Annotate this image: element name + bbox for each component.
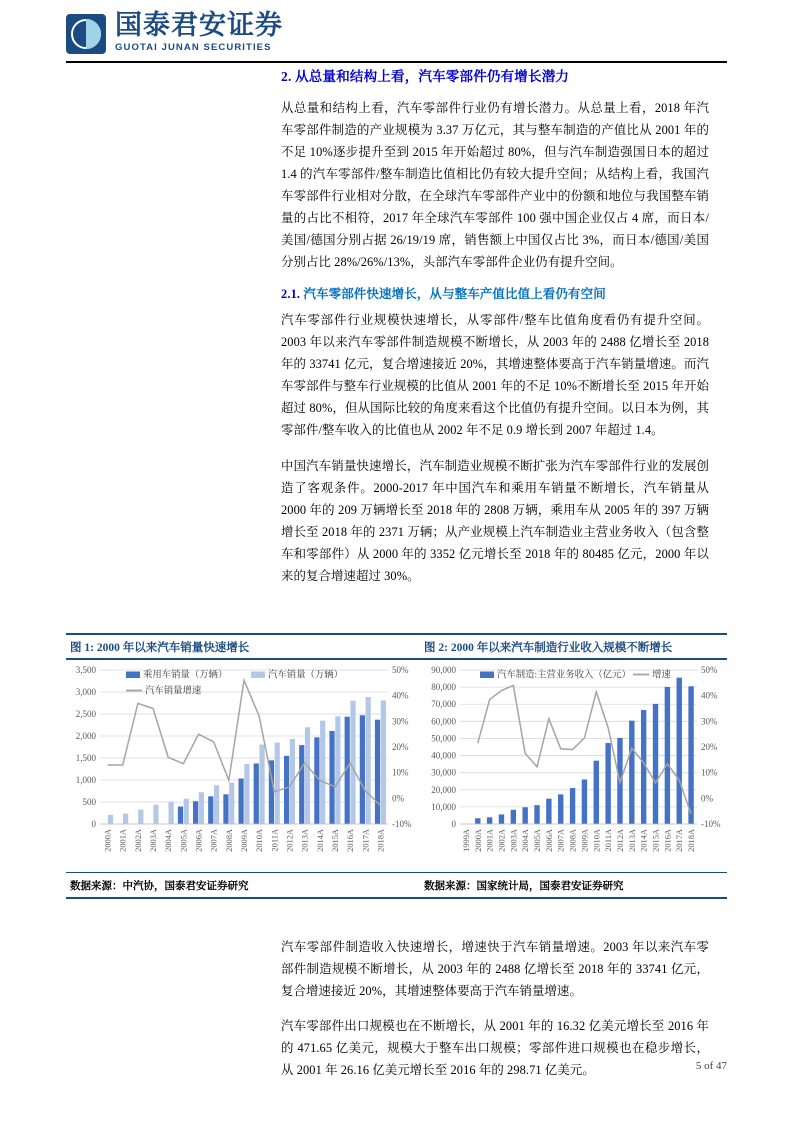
bar [153, 804, 158, 823]
x-axis-tick-label: 2013A [627, 828, 637, 852]
logo-text [115, 12, 283, 53]
bottom-paragraph-1: 汽车零部件制造收入快速增长，增速快于汽车销量增速。2003 年以来汽车零部件制造规模不断增长，从 2003 年的 2488 亿增长至 2018 年的 33741 亿元，复合增速接近 20%，其增速整体要高于汽车销量增速。 [281, 940, 709, 999]
bar [138, 809, 143, 823]
x-axis-tick-label: 2011A [270, 828, 280, 851]
y-axis-left-tick: 2,000 [75, 730, 96, 741]
y-axis-right-tick: 0% [701, 792, 713, 803]
y-axis-right-tick: 30% [701, 715, 718, 726]
x-axis-tick-label: 2012A [615, 828, 625, 852]
y-axis-left-tick: 40,000 [431, 750, 456, 761]
y-axis-right-tick: 40% [701, 690, 718, 701]
logo-chinese-name: 国泰君安证券 [115, 10, 283, 40]
x-axis-tick-label: 2016A [346, 828, 356, 852]
x-axis-tick-label: 2004A [521, 828, 531, 852]
figures-bottom-divider [66, 897, 727, 899]
bar [208, 796, 213, 824]
legend-swatch [480, 671, 494, 678]
bar [375, 719, 380, 823]
bar [284, 755, 289, 823]
page-header [0, 0, 793, 64]
x-axis-tick-label: 2002A [133, 828, 143, 852]
bar [522, 807, 527, 824]
x-axis-tick-label: 2009A [580, 828, 590, 852]
bar [108, 814, 113, 823]
bar [534, 805, 539, 824]
x-axis-tick-label: 1999A [461, 828, 471, 852]
bar [605, 743, 610, 824]
auto-sales-chart [66, 660, 418, 872]
legend-label: 汽车销量（万辆） [268, 670, 344, 680]
bar [499, 814, 504, 824]
bar [123, 813, 128, 823]
y-axis-right-tick: 50% [392, 664, 409, 675]
legend-label: 乘用车销量（万辆） [143, 670, 228, 680]
x-axis-tick-label: 2001A [485, 828, 495, 852]
x-axis-tick-label: 2006A [544, 828, 554, 852]
x-axis-tick-label: 2014A [315, 828, 325, 852]
y-axis-right-tick: 10% [392, 767, 409, 778]
y-axis-right-tick: 10% [701, 767, 718, 778]
bar [511, 809, 516, 823]
x-axis-tick-label: 2003A [509, 828, 519, 852]
bar [653, 703, 658, 823]
y-axis-left-tick: 10,000 [431, 801, 456, 812]
y-axis-left-tick: 60,000 [431, 715, 456, 726]
x-axis-tick-label: 2008A [568, 828, 578, 852]
bar [360, 715, 365, 824]
section-heading: 2. 从总量和结构上看，汽车零部件仍有增长潜力 [281, 69, 570, 84]
x-axis-tick-label: 2018A [376, 828, 386, 852]
y-axis-left-tick: 80,000 [431, 681, 456, 692]
subsection-heading [281, 286, 709, 303]
y-axis-left-tick: 20,000 [431, 784, 456, 795]
bar [677, 677, 682, 823]
bar [546, 798, 551, 823]
bar [239, 778, 244, 823]
y-axis-right-tick: 40% [392, 690, 409, 701]
y-axis-left-tick: 2,500 [75, 708, 96, 719]
page-number: 5 of 47 [695, 1060, 727, 1072]
bar [214, 785, 219, 824]
x-axis-tick-label: 2002A [497, 828, 507, 852]
x-axis-tick-label: 2011A [604, 828, 614, 851]
bar [381, 700, 386, 824]
logo-mark-icon [66, 14, 106, 54]
bar [169, 801, 174, 823]
legend-label: 汽车制造:主营业务收入（亿元） [497, 670, 631, 680]
bar [335, 716, 340, 824]
x-axis-tick-label: 2000A [473, 828, 483, 852]
x-axis-tick-label: 2007A [209, 828, 219, 852]
document-content-bottom [281, 936, 709, 1094]
x-axis-tick-label: 2006A [194, 828, 204, 852]
x-axis-tick-label: 2017A [675, 828, 685, 852]
bar [558, 794, 563, 824]
x-axis-tick-label: 2014A [639, 828, 649, 852]
bottom-paragraph-2: 汽车零部件出口规模也在不断增长，从 2001 年的 16.32 亿美元增长至 2016 年的 471.65 亿美元，规模大于整车出口规模；零部件进口规模也在稳步增长，从 2001 年 26.16 亿美元增长至 2016 年的 298.71 亿美元。 [281, 1019, 709, 1078]
x-axis-tick-label: 2003A [149, 828, 159, 852]
y-axis-left-tick: 30,000 [431, 767, 456, 778]
section-intro-paragraph: 从总量和结构上看，汽车零部件行业仍有增长潜力。从总量上看，2018 年汽车零部件制造的产业规模为 3.37 万亿元，其与整车制造的产值比从 2001 年的不足 10%逐步提升至到 2015 年开始超过 80%，但与汽车制造强国日本的超过 1.4 的汽车零部件/整车制造比值相比仍有较大提升空间；从结构上看，我国汽车零部件行业相对分散，在全球汽车零部件产业中的份额和地位与我国整车销量的占比不相符，2017 年全球汽车零部件 100 强中国企业仅占 4 席，而日本/美国/德国分别占据 26/19/19 席，销售额上中国仅占比 3%，而日本/德国/美国分别占比 28%/26%/13%，头部汽车零部件企业仍有提升空间。 [281, 100, 709, 270]
bar [688, 686, 693, 824]
figure-1-chart [66, 660, 418, 872]
x-axis-tick-label: 2008A [224, 828, 234, 852]
y-axis-left-tick: 50,000 [431, 732, 456, 743]
y-axis-left-tick: 0 [91, 818, 96, 829]
legend-label: 增速 [652, 670, 671, 680]
bar [570, 788, 575, 824]
bar [199, 792, 204, 824]
x-axis-tick-label: 2010A [592, 828, 602, 852]
bar [629, 720, 634, 823]
bar [582, 779, 587, 823]
subsection-paragraph-2: 中国汽车销量快速增长，汽车制造业规模不断扩张为汽车零部件行业的发展创造了客观条件。2000-2017 年中国汽车和乘用车销量不断增长，汽车销量从 2000 年的 209 万辆增长至 2018 年的 2808 万辆，乘用车从 2005 年的 397 万辆增长至 2018 年的 2371 万辆；从产业规模上汽车制造业主营业务收入（包含整车和零部件）从 2000 年的 3352 亿元增长至 2018 年的 80485 亿元，2000 年以来的复合增速超过 30%。 [281, 458, 709, 583]
company-logo [66, 12, 283, 54]
subsection-paragraph-1: 汽车零部件行业规模快速增长，从零部件/整车比值角度看仍有提升空间。2003 年以来汽车零部件制造规模不断增长，从 2003 年的 2488 亿增长至 2018 年的 33741 亿元，复合增速接近 20%，其增速整体要高于汽车销量增速。而汽车零部件与整车行业规模的比值从 2001 年的不足 10%不断增长至 2015 年开始超过 80%，但从国际比较的角度来看这个比值仍有提升空间。以日本为例，其零部件/整车收入的比值也从 2002 年不足 0.9 增长到 2007 年超过 1.4。 [281, 313, 709, 438]
y-axis-right-tick: 20% [701, 741, 718, 752]
legend-label: 汽车销量增速 [145, 686, 202, 696]
bar [254, 763, 259, 824]
bar [366, 696, 371, 823]
x-axis-tick-label: 2013A [300, 828, 310, 852]
y-axis-left-tick: 1,000 [75, 774, 96, 785]
bar [184, 798, 189, 823]
header-divider [66, 61, 727, 63]
figure-2-title: 图 2: 2000 年以来汽车制造行业收入规模不断增长 [424, 642, 673, 654]
logo-english-name: GUOTAI JUNAN SECURITIES [115, 42, 272, 53]
y-axis-left-tick: 3,000 [75, 686, 96, 697]
legend-swatch [126, 671, 140, 678]
figure-2-chart [418, 660, 727, 872]
x-axis-tick-label: 2007A [556, 828, 566, 852]
x-axis-tick-label: 2015A [330, 828, 340, 852]
x-axis-tick-label: 2018A [687, 828, 697, 852]
bar [487, 817, 492, 824]
y-axis-right-tick: -10% [701, 818, 721, 829]
x-axis-tick-label: 2005A [179, 828, 189, 852]
figures-body-row [66, 660, 727, 872]
bar [594, 760, 599, 823]
x-axis-tick-label: 2000A [103, 828, 113, 852]
y-axis-right-tick: -10% [392, 818, 412, 829]
bar [329, 730, 334, 823]
x-axis-tick-label: 2017A [361, 828, 371, 852]
y-axis-right-tick: 50% [701, 664, 718, 675]
bar [350, 700, 355, 823]
x-axis-tick-label: 2004A [164, 828, 174, 852]
x-axis-tick-label: 2016A [663, 828, 673, 852]
bar [475, 818, 480, 824]
bar [178, 806, 183, 823]
y-axis-right-tick: 30% [392, 715, 409, 726]
bar [299, 745, 304, 824]
x-axis-tick-label: 2009A [240, 828, 249, 852]
y-axis-left-tick: 500 [82, 796, 96, 807]
subsection-number: 2.1. [281, 287, 301, 302]
bar [259, 744, 264, 823]
bar [305, 727, 310, 824]
y-axis-right-tick: 0% [392, 792, 404, 803]
bar [229, 782, 234, 823]
subsection-title-text: 汽车零部件快速增长，从与整车产值比值上看仍有空间 [303, 287, 606, 302]
figure-1-source: 数据来源：中汽协，国泰君安证券研究 [70, 880, 249, 892]
x-axis-tick-label: 2001A [118, 828, 128, 852]
x-axis-tick-label: 2015A [651, 828, 661, 852]
bar [193, 801, 198, 824]
bar [244, 763, 249, 823]
figures-block [66, 633, 727, 899]
bar [275, 742, 280, 823]
bar [223, 794, 228, 824]
y-axis-left-tick: 90,000 [431, 664, 456, 675]
figure-2-source: 数据来源：国家统计局，国泰君安证券研究 [424, 880, 624, 892]
figure-1-title: 图 1: 2000 年以来汽车销量快速增长 [70, 642, 250, 654]
legend-swatch [251, 671, 265, 678]
x-axis-tick-label: 2005A [533, 828, 543, 852]
auto-manufacturing-revenue-chart [418, 660, 727, 872]
figure-titles-row [66, 635, 727, 658]
y-axis-left-tick: 3,500 [75, 664, 96, 675]
x-axis-tick-label: 2010A [255, 828, 265, 852]
x-axis-tick-label: 2012A [285, 828, 295, 852]
y-axis-right-tick: 20% [392, 741, 409, 752]
bar [320, 720, 325, 823]
y-axis-left-tick: 1,500 [75, 752, 96, 763]
y-axis-left-tick: 0 [451, 818, 456, 829]
bar [314, 737, 319, 824]
document-content [281, 68, 709, 598]
y-axis-left-tick: 70,000 [431, 698, 456, 709]
bar [665, 686, 670, 823]
figure-sources-row [66, 873, 727, 897]
